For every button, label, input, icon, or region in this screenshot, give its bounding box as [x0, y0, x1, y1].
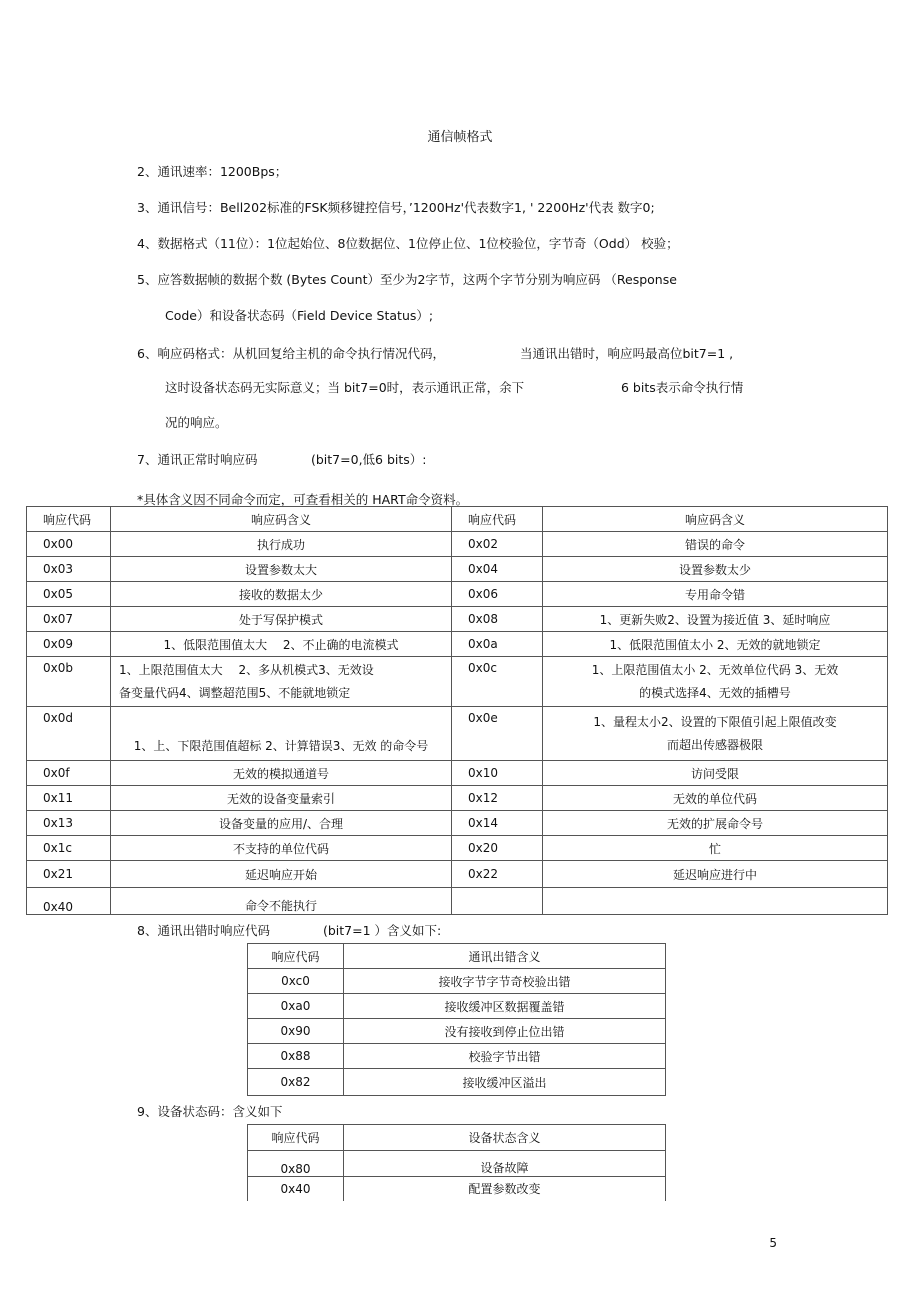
response-meaning: 不支持的单位代码	[111, 836, 452, 861]
response-code: 0x03	[27, 557, 111, 582]
header-code: 响应代码	[452, 507, 543, 532]
response-meaning: 执行成功	[111, 532, 452, 557]
response-meaning: 1、低限范围值太小 2、无效的就地锁定	[543, 632, 888, 657]
meaning-line: 备变量代码4、调整超范围5、不能就地锁定	[119, 685, 351, 700]
response-meaning: 设置参数太大	[111, 557, 452, 582]
response-code: 0x40	[27, 888, 111, 915]
table-row	[27, 582, 888, 607]
table-row	[27, 811, 888, 836]
status-meaning: 设备故障	[344, 1151, 666, 1177]
table-row	[27, 836, 888, 861]
response-code: 0x21	[27, 861, 111, 888]
response-meaning: 无效的设备变量索引	[111, 786, 452, 811]
error-meaning: 接收缓冲区数据覆盖错	[344, 994, 666, 1019]
response-code: 0x0e	[452, 707, 543, 761]
response-meaning: 1、低限范围值太大 2、不止确的电流模式	[111, 632, 452, 657]
normal-response-table	[26, 506, 888, 915]
status-meaning: 配置参数改变	[344, 1177, 666, 1201]
status-code: 0x40	[248, 1177, 344, 1201]
item-5-byte-count: 5、应答数据帧的数据个数 (Bytes Count）至少为2字节，这两个字节分别为响应码 （Response	[137, 272, 677, 287]
item-2-baud-rate: 2、通讯速率：1200Bps；	[137, 164, 288, 179]
header-code: 响应代码	[248, 944, 344, 969]
table-row	[248, 994, 666, 1019]
meaning-line: 1、上限范围值太小 2、无效单位代码 3、无效	[591, 662, 839, 677]
header-meaning: 响应码含义	[111, 507, 452, 532]
table-row	[27, 607, 888, 632]
table-header-row	[248, 1125, 666, 1151]
response-meaning: 命令不能执行	[111, 888, 452, 915]
header-code: 响应代码	[27, 507, 111, 532]
item-9-device-status: 9、设备状态码：含义如下	[137, 1104, 283, 1119]
table-row	[248, 1177, 666, 1201]
response-meaning	[543, 707, 888, 761]
table-row	[27, 888, 888, 915]
response-code: 0x05	[27, 582, 111, 607]
response-meaning: 无效的扩展命令号	[543, 811, 888, 836]
response-meaning: 无效的单位代码	[543, 786, 888, 811]
error-meaning: 没有接收到停止位出错	[344, 1019, 666, 1044]
item-6-continued: 况的响应。	[165, 415, 228, 430]
response-meaning	[111, 657, 452, 707]
response-code: 0x07	[27, 607, 111, 632]
response-code: 0x1c	[27, 836, 111, 861]
response-meaning: 访问受限	[543, 761, 888, 786]
page-number: 5	[769, 1236, 777, 1250]
table-row	[27, 786, 888, 811]
response-code: 0x00	[27, 532, 111, 557]
response-meaning: 延迟响应进行中	[543, 861, 888, 888]
error-meaning: 校验字节出错	[344, 1044, 666, 1069]
header-meaning: 响应码含义	[543, 507, 888, 532]
header-meaning: 通讯出错含义	[344, 944, 666, 969]
meaning-line: 1、量程太小2、设置的下限值引起上限值改变	[593, 714, 837, 729]
response-code: 0x0b	[27, 657, 111, 707]
item-7-bit-note: (bit7=0,低6 bits）:	[311, 452, 427, 467]
response-meaning: 1、更新失败2、设置为接近值 3、延时响应	[543, 607, 888, 632]
response-meaning: 无效的模拟通道号	[111, 761, 452, 786]
table-row	[248, 1044, 666, 1069]
device-status-table	[247, 1124, 666, 1201]
item-8-error-response: 8、通讯出错时响应代码	[137, 923, 270, 938]
item-8-bit-note: (bit7=1 ）含义如下:	[323, 923, 442, 938]
status-code: 0x80	[248, 1151, 344, 1177]
item-6-error-bit: 当通讯出错时，响应吗最高位bit7=1 ,	[520, 346, 734, 361]
response-meaning: 接收的数据太少	[111, 582, 452, 607]
response-code: 0x22	[452, 861, 543, 888]
header-code: 响应代码	[248, 1125, 344, 1151]
table-row	[248, 969, 666, 994]
table-row	[27, 632, 888, 657]
response-code: 0x09	[27, 632, 111, 657]
response-meaning: 延迟响应开始	[111, 861, 452, 888]
table-row	[27, 861, 888, 888]
response-code: 0x10	[452, 761, 543, 786]
hart-note: *具体含义因不同命令而定，可查看相关的 HART命令资料。	[137, 492, 469, 507]
table-header-row	[248, 944, 666, 969]
item-5-continued: Code）和设备状态码（Field Device Status）;	[165, 308, 434, 323]
response-code: 0x06	[452, 582, 543, 607]
response-code: 0x14	[452, 811, 543, 836]
error-code: 0x82	[248, 1069, 344, 1096]
meaning-line: 1、上限范围值太大 2、多从机模式3、无效设	[119, 662, 374, 677]
page-title: 通信帧格式	[427, 130, 493, 145]
response-code	[452, 888, 543, 915]
error-code: 0xc0	[248, 969, 344, 994]
error-meaning: 接收缓冲区溢出	[344, 1069, 666, 1096]
table-row	[27, 532, 888, 557]
response-code: 0x20	[452, 836, 543, 861]
header-meaning: 设备状态含义	[344, 1125, 666, 1151]
response-meaning: 专用命令错	[543, 582, 888, 607]
response-code: 0x0d	[27, 707, 111, 761]
table-row	[27, 557, 888, 582]
meaning-line: 的模式选择4、无效的插槽号	[639, 685, 791, 700]
response-code: 0x0f	[27, 761, 111, 786]
table-row	[248, 1019, 666, 1044]
response-meaning	[543, 657, 888, 707]
response-code: 0x11	[27, 786, 111, 811]
error-code: 0xa0	[248, 994, 344, 1019]
item-3-signal: 3、通讯信号：Bell202标准的FSK频移键控信号，’1200Hz'代表数字1, ' 2200Hz'代表 数字0;	[137, 200, 655, 215]
table-row	[27, 657, 888, 707]
response-code: 0x0c	[452, 657, 543, 707]
table-row	[27, 707, 888, 761]
response-meaning: 1、上、下限范围值超标 2、计算错误3、无效 的命令号	[111, 707, 452, 761]
item-4-data-format: 4、数据格式（11位）：1位起始位、8位数据位、1位停止位、1位校验位，字节奇（Odd） 校验；	[137, 236, 679, 251]
response-code: 0x08	[452, 607, 543, 632]
response-code: 0x02	[452, 532, 543, 557]
table-row	[248, 1151, 666, 1177]
response-code: 0x12	[452, 786, 543, 811]
response-meaning	[543, 888, 888, 915]
error-response-table	[247, 943, 666, 1096]
meaning-line: 而超出传感器极限	[666, 737, 763, 752]
item-6-response-format: 6、响应码格式：从机回复给主机的命令执行情况代码，	[137, 346, 445, 361]
response-meaning: 忙	[543, 836, 888, 861]
error-meaning: 接收字节字节奇校验出错	[344, 969, 666, 994]
response-code: 0x0a	[452, 632, 543, 657]
response-meaning: 设置参数太少	[543, 557, 888, 582]
response-meaning: 错误的命令	[543, 532, 888, 557]
response-meaning: 设备变量的应用/、合理	[111, 811, 452, 836]
error-code: 0x90	[248, 1019, 344, 1044]
table-header-row	[27, 507, 888, 532]
item-6-status-meaning: 这时设备状态码无实际意义；当 bit7=0时，表示通讯正常，余下	[165, 380, 525, 395]
response-code: 0x13	[27, 811, 111, 836]
response-code: 0x04	[452, 557, 543, 582]
error-code: 0x88	[248, 1044, 344, 1069]
table-row	[248, 1069, 666, 1096]
table-row	[27, 761, 888, 786]
response-meaning: 处于写保护模式	[111, 607, 452, 632]
item-6-bits-meaning: 6 bits表示命令执行情	[621, 380, 744, 395]
item-7-normal-response: 7、通讯正常时响应码	[137, 452, 258, 467]
